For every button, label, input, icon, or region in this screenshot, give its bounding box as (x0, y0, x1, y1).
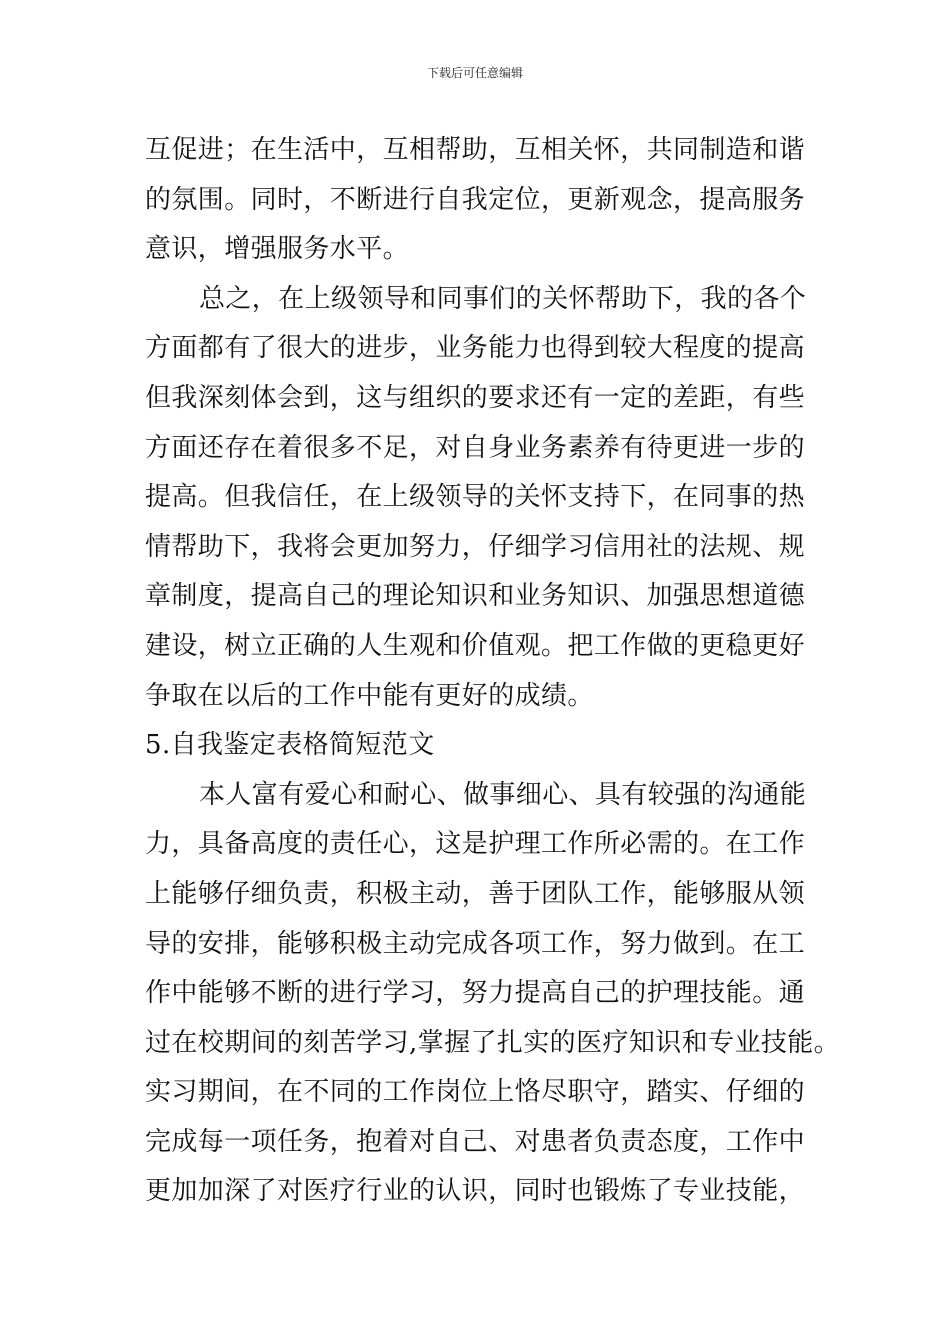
paragraph-first-line: 本人富有爱心和耐心、做事细心、具有较强的沟通能 (199, 779, 807, 810)
text-line: 但我深刻体会到，这与组织的要求还有一定的差距，有些 (145, 382, 806, 413)
text-line: 过在校期间的刻苦学习,掌握了扎实的医疗知识和专业技能。 (145, 1027, 841, 1058)
text-line: 互促进；在生活中，互相帮助，互相关怀，共同制造和谐 (145, 135, 806, 165)
text-line: 方面都有了很大的进步，业务能力也得到较大程度的提高 (145, 333, 806, 364)
text-line: 争取在以后的工作中能有更好的成绩。 (145, 680, 594, 711)
text-line: 完成每一项任务，抱着对自己、对患者负责态度，工作中 (145, 1126, 806, 1157)
text-line: 方面还存在着很多不足，对自身业务素养有待更进一步的 (145, 432, 806, 463)
text-line: 力，具备高度的责任心，这是护理工作所必需的。在工作 (145, 829, 806, 860)
text-line: 建设，树立正确的人生观和价值观。把工作做的更稳更好 (145, 630, 806, 661)
page-header: 下载后可任意编辑 (426, 66, 523, 80)
text-line: 意识，增强服务水平。 (145, 234, 410, 265)
paragraph-first-line: 总之，在上级领导和同事们的关怀帮助下，我的各个 (199, 283, 807, 314)
section-heading: 5.自我鉴定表格简短范文 (145, 730, 435, 761)
text-line: 情帮助下，我将会更加努力，仔细学习信用社的法规、规 (145, 531, 806, 562)
document-body (145, 126, 845, 1217)
text-line: 更加加深了对医疗行业的认识，同时也锻炼了专业技能， (145, 1176, 806, 1207)
text-line: 提高。但我信任，在上级领导的关怀支持下，在同事的热 (145, 482, 806, 513)
text-line: 导的安排，能够积极主动完成各项工作，努力做到。在工 (145, 928, 806, 959)
text-line: 的氛围。同时，不断进行自我定位，更新观念，提高服务 (145, 184, 806, 215)
text-line: 章制度，提高自己的理论知识和业务知识、加强思想道德 (145, 581, 806, 612)
text-line: 作中能够不断的进行学习，努力提高自己的护理技能。通 (145, 978, 806, 1009)
text-line: 上能够仔细负责，积极主动，善于团队工作，能够服从领 (145, 878, 806, 909)
text-line: 实习期间，在不同的工作岗位上恪尽职守，踏实、仔细的 (145, 1077, 806, 1108)
